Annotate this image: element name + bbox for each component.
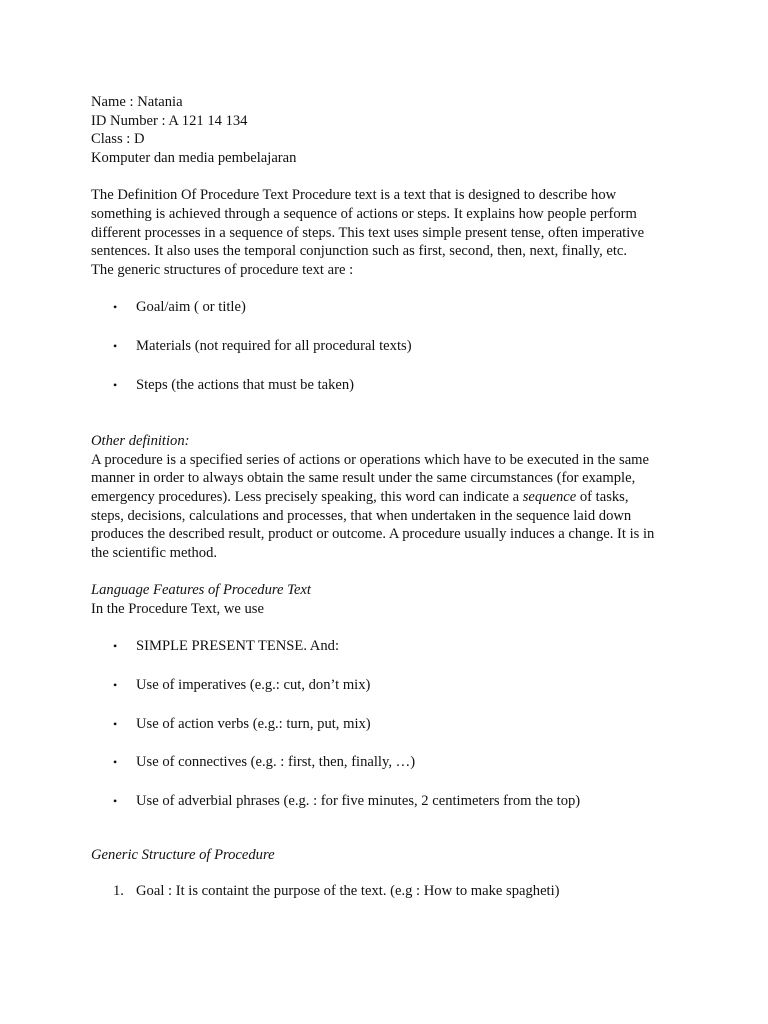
spacer <box>91 865 691 882</box>
definition-paragraph <box>91 186 691 279</box>
bullet-icon: • <box>113 755 118 770</box>
document-page <box>91 93 691 901</box>
definition-line: different processes in a sequence of steps. This text uses simple present tense, often imperative <box>91 224 645 241</box>
course-name: Komputer dan media pembelajaran <box>91 149 297 166</box>
spacer <box>91 810 691 846</box>
bullet-icon: • <box>113 338 118 353</box>
generic-structure-list <box>91 882 691 901</box>
list-item-text: Goal/aim ( or title) <box>136 299 246 316</box>
italic-term: sequence <box>522 488 577 505</box>
list-number: 1. <box>113 883 124 900</box>
list-item <box>91 337 691 356</box>
paragraph-line: manner in order to always obtain the same result under the same circumstances (for example, <box>91 470 636 487</box>
other-definition-heading: Other definition: <box>91 433 190 450</box>
definition-line: The generic structures of procedure text are : <box>91 261 354 278</box>
paragraph-line: the scientific method. <box>91 544 218 561</box>
structures-list <box>91 298 691 394</box>
definition-line: sentences. It also uses the temporal conjunction such as first, second, then, next, finally, etc. <box>91 243 628 260</box>
language-features-intro: In the Procedure Text, we use <box>91 600 264 617</box>
definition-line: something is achieved through a sequence of actions or steps. It explains how people perform <box>91 205 637 222</box>
student-name: Name : Natania <box>91 94 183 110</box>
spacer <box>91 394 691 432</box>
list-item-text: Goal : It is containt the purpose of the text. (e.g : How to make spagheti) <box>136 883 560 900</box>
other-definition-paragraph <box>91 451 691 563</box>
bullet-icon: • <box>113 300 118 315</box>
list-item <box>91 792 691 811</box>
paragraph-line: produces the described result, product or outcome. A procedure usually induces a change. It is in <box>91 526 655 543</box>
list-item-text: Use of adverbial phrases (e.g. : for five minutes, 2 centimeters from the top) <box>136 792 581 809</box>
bullet-icon: • <box>113 377 118 392</box>
spacer <box>91 618 691 637</box>
list-item <box>91 715 691 734</box>
list-item <box>91 376 691 395</box>
list-item-text: SIMPLE PRESENT TENSE. And: <box>136 638 339 655</box>
list-item-text: Steps (the actions that must be taken) <box>136 376 355 393</box>
bullet-icon: • <box>113 716 118 731</box>
paragraph-text: of tasks, <box>576 488 629 505</box>
paragraph-line: steps, decisions, calculations and processes, that when undertaken in the sequence laid down <box>91 507 632 524</box>
list-item-text: Materials (not required for all procedural texts) <box>136 337 412 354</box>
bullet-icon: • <box>113 678 118 693</box>
list-item <box>91 676 691 695</box>
language-features-list <box>91 637 691 810</box>
paragraph-line: A procedure is a specified series of actions or operations which have to be executed in the same <box>91 451 650 468</box>
student-id-number: ID Number : A 121 14 134 <box>91 112 248 129</box>
bullet-icon: • <box>113 793 118 808</box>
paragraph-line <box>91 488 691 507</box>
language-features-heading: Language Features of Procedure Text <box>91 582 311 599</box>
spacer <box>91 279 691 298</box>
bullet-icon: • <box>113 639 118 654</box>
list-item <box>91 637 691 656</box>
student-class: Class : D <box>91 131 145 148</box>
list-item <box>91 753 691 772</box>
list-item <box>91 298 691 317</box>
list-item <box>91 882 691 901</box>
list-item-text: Use of connectives (e.g. : first, then, finally, …) <box>136 754 416 771</box>
list-item-text: Use of imperatives (e.g.: cut, don’t mix) <box>136 677 371 694</box>
list-item-text: Use of action verbs (e.g.: turn, put, mix) <box>136 715 371 732</box>
spacer <box>91 562 691 581</box>
generic-structure-heading: Generic Structure of Procedure <box>91 847 275 864</box>
paragraph-text: emergency procedures). Less precisely speaking, this word can indicate a <box>91 488 523 505</box>
spacer <box>91 167 691 186</box>
definition-line: The Definition Of Procedure Text Procedure text is a text that is designed to describe how <box>91 187 617 204</box>
